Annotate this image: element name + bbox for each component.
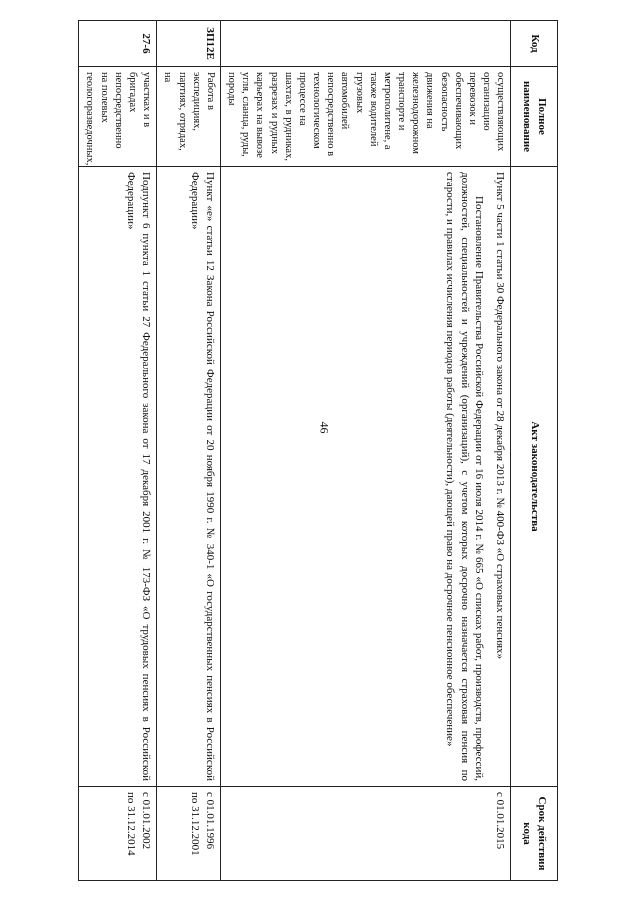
row-name: участках и в бригадах непосредственно на полевых геологоразведочных, (79, 67, 157, 167)
act-paragraph: Пункт 5 части 1 статьи 30 Федерального закона от 28 декабря 2013 г. № 400-ФЗ «О страховых пенсиях» (494, 172, 507, 660)
rotated-page-content (38, 20, 558, 880)
table-row (157, 21, 221, 881)
row-act (220, 167, 510, 787)
term-end: по 31.12.2014 (125, 792, 138, 856)
table-row (220, 21, 510, 881)
header-term: Срок действия кода (511, 787, 558, 881)
row-code (220, 21, 510, 67)
act-paragraph: Постановление Правительства Российской Федерации от 16 июля 2014 г. № 665 «О списках работ, производств, профессий, должностей, специальностей и учреждений (организаций), с учетом которых досрочно назначается страховая пенсия по старости, и правилах исчисления периодов работы (деятельности), дающей право на досрочное пенсионное обеспечение» (443, 172, 486, 781)
term-end: по 31.12.2001 (189, 792, 202, 856)
term-start: с 01.01.1996 (203, 792, 216, 850)
table-row (79, 21, 157, 881)
row-term (157, 787, 221, 881)
table-header-row (511, 21, 558, 881)
row-act (157, 167, 221, 787)
row-code: 27-6 (79, 21, 157, 67)
header-act: Акт законодательства (511, 167, 558, 787)
row-code: ЗП12Е (157, 21, 221, 67)
act-paragraph: Пункт «е» статьи 12 Закона Российской Федерации от 20 ноября 1990 г. № 340-1 «О государственных пенсиях в Российской Федерации» (189, 172, 216, 781)
row-act (79, 167, 157, 787)
term-start: с 01.01.2002 (140, 792, 153, 850)
header-code: Код (511, 21, 558, 67)
row-name: Работа в экспедициях, партиях, отрядах, на (157, 67, 221, 167)
row-name: осуществляющих организацию перевозок и обеспечивающих безопасность движения на железнодорожном транспорте и метрополитене, а также водителей грузовых автомобилей непосредственно в технологическом процессе на шахтах, в рудниках, разрезах и рудных карьерах на вывозе угля, сланца, руды, породы (220, 67, 510, 167)
act-paragraph: Подпункт 6 пункта 1 статьи 27 Федерального закона от 17 декабря 2001 г. № 173-ФЗ «О трудовых пенсиях в Российской Федерации» (125, 172, 153, 781)
header-name: Полное наименование (511, 67, 558, 167)
row-term (220, 787, 510, 881)
row-term (79, 787, 157, 881)
legislation-table (78, 20, 558, 881)
term-start: с 01.01.2015 (494, 792, 507, 850)
page-number: 46 (317, 421, 332, 434)
